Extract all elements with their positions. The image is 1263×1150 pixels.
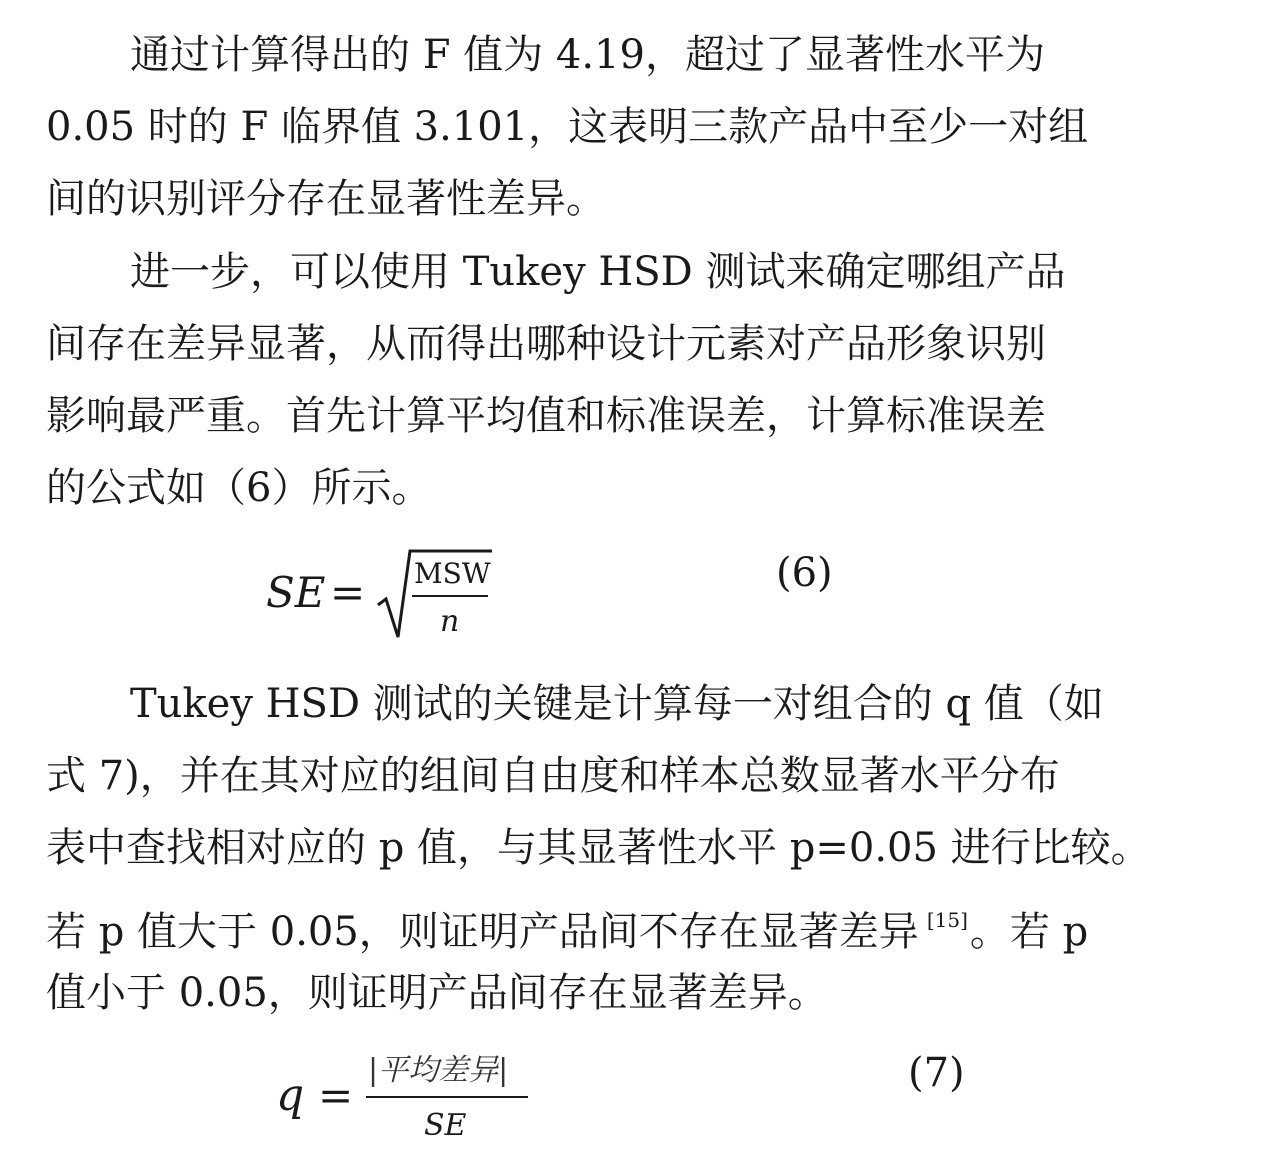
paragraph-1-line-1: 通过计算得出的 F 值为 4.19，超过了显著性水平为	[130, 32, 1045, 78]
paragraph-3-line-4-text: 若 p 值大于 0.05，则证明产品间不存在显著差异	[46, 909, 919, 955]
paragraph-2-line-2: 间存在差异显著，从而得出哪种设计元素对产品形象识别	[46, 321, 1046, 367]
eq6-lhs: SE	[266, 568, 326, 617]
paragraph-2-line-1: 进一步，可以使用 Tukey HSD 测试来确定哪组产品	[130, 249, 1066, 295]
equation-7-number: (7)	[908, 1050, 965, 1096]
citation-15[interactable]: [15]	[926, 908, 968, 932]
paragraph-2-line-3: 影响最严重。首先计算平均值和标准误差，计算标准误差	[46, 393, 1046, 439]
eq6-denominator: n	[440, 604, 460, 639]
paragraph-3-line-3: 表中查找相对应的 p 值，与其显著性水平 p=0.05 进行比较。	[46, 825, 1151, 871]
paragraph-3-line-4-tail: 。若 p	[969, 909, 1089, 955]
paragraph-3-line-1: Tukey HSD 测试的关键是计算每一对组合的 q 值（如	[130, 681, 1104, 727]
eq7-numerator: |平均差异|	[368, 1053, 509, 1088]
paragraph-3-line-2: 式 7)，并在其对应的组间自由度和样本总数显著水平分布	[46, 753, 1060, 799]
equation-6	[260, 545, 500, 645]
paragraph-2-line-4: 的公式如（6）所示。	[46, 465, 432, 511]
equation-6-number: (6)	[776, 550, 833, 596]
paragraph-3-line-5: 值小于 0.05，则证明产品间存在显著差异。	[46, 970, 828, 1016]
eq7-denominator: SE	[424, 1108, 467, 1143]
eq6-equals: =	[330, 568, 366, 617]
equation-7	[270, 1040, 540, 1145]
eq7-equals: =	[318, 1071, 354, 1120]
eq6-numerator: MSW	[414, 557, 491, 590]
paragraph-1-line-2: 0.05 时的 F 临界值 3.101，这表明三款产品中至少一对组	[46, 104, 1089, 150]
paragraph-3-line-4	[46, 884, 1136, 968]
eq7-lhs: q	[276, 1070, 305, 1121]
paragraph-1-line-3: 间的识别评分存在显著性差异。	[46, 176, 606, 222]
